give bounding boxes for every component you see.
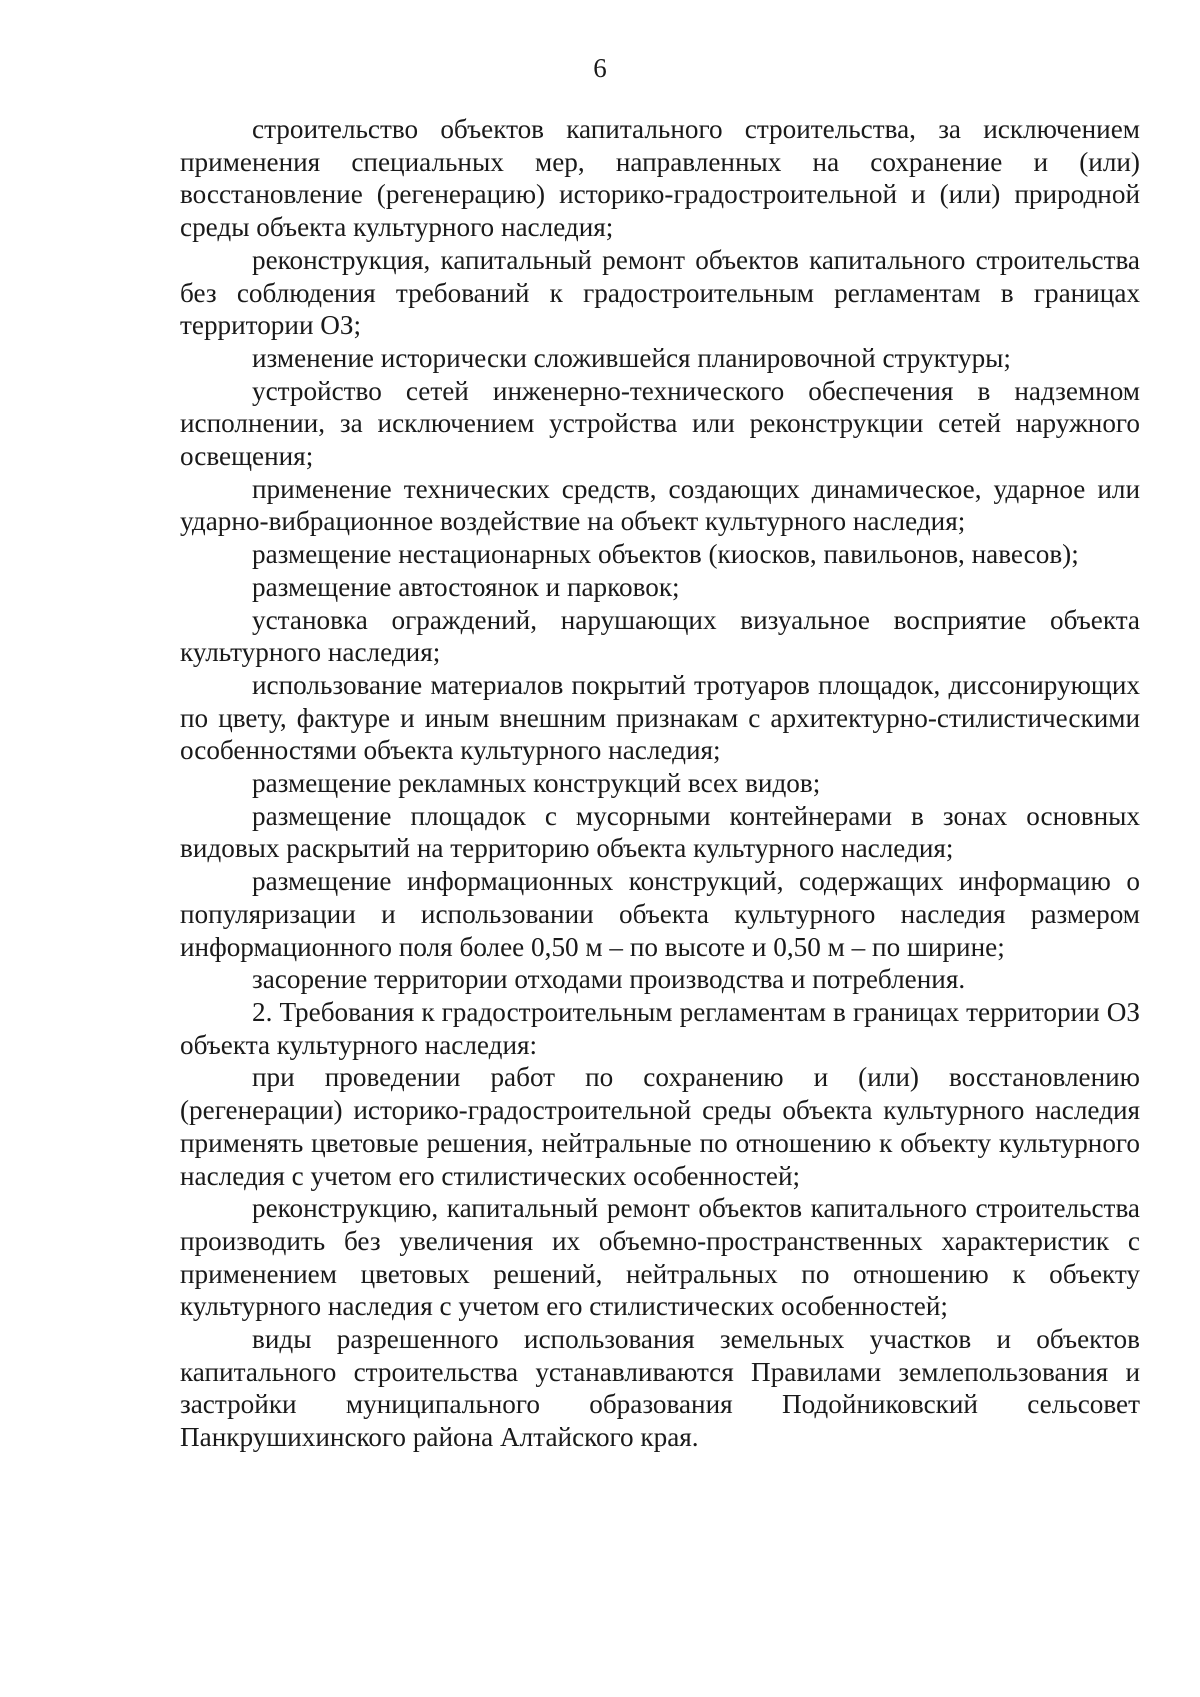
paragraph: изменение исторически сложившейся планировочной структуры;	[252, 342, 1011, 373]
paragraph: строительство объектов капитального строительства, за исключением применения специальных мер, направленных на сохранение и (или) восстановление (регенерацию) историко-градостроительной и (или) природной среды объекта культурного наследия;	[180, 114, 1140, 243]
page-number: 6	[593, 53, 607, 83]
paragraph: при проведении работ по сохранению и (или) восстановлению (регенерации) историко-градостроительной среды объекта культурного наследия применять цветовые решения, нейтральные по отношению к объекту культурного наследия с учетом его стилистических особенностей;	[180, 1062, 1140, 1191]
paragraph: размещение нестационарных объектов (киосков, павильонов, навесов);	[252, 539, 1079, 570]
paragraph: размещение автостоянок и парковок;	[252, 571, 680, 602]
section-heading-paragraph: 2. Требования к градостроительным регламентам в границах территории ОЗ объекта культурного наследия:	[180, 996, 1140, 1060]
paragraph: засорение территории отходами производства и потребления.	[252, 964, 966, 995]
paragraph: использование материалов покрытий тротуаров площадок, диссонирующих по цвету, фактуре и иным внешним признакам с архитектурно-стилистическими особенностями объекта культурного наследия;	[180, 669, 1140, 766]
paragraph: устройство сетей инженерно-технического обеспечения в надземном исполнении, за исключением устройства или реконструкции сетей наружного освещения;	[180, 375, 1140, 472]
paragraph: реконструкцию, капитальный ремонт объектов капитального строительства производить без увеличения их объемно-пространственных характеристик с применением цветовых решений, нейтральных по отношению к объекту культурного наследия с учетом его стилистических особенностей;	[180, 1193, 1140, 1322]
document-body	[180, 113, 1140, 1454]
paragraph: виды разрешенного использования земельных участков и объектов капитального строительства устанавливаются Правилами землепользования и застройки муниципального образования Подойниковский сельсовет Панкрушихинского района Алтайского края.	[180, 1324, 1140, 1453]
paragraph: установка ограждений, нарушающих визуальное восприятие объекта культурного наследия;	[180, 604, 1140, 668]
paragraph: реконструкция, капитальный ремонт объектов капитального строительства без соблюдения требований к градостроительным регламентам в границах территории ОЗ;	[180, 244, 1140, 341]
paragraph: применение технических средств, создающих динамическое, ударное или ударно-вибрационное воздействие на объект культурного наследия;	[180, 473, 1140, 537]
paragraph: размещение площадок с мусорными контейнерами в зонах основных видовых раскрытий на территорию объекта культурного наследия;	[180, 800, 1140, 864]
paragraph: размещение рекламных конструкций всех видов;	[252, 768, 821, 799]
paragraph: размещение информационных конструкций, содержащих информацию о популяризации и использовании объекта культурного наследия размером информационного поля более 0,50 м – по высоте и 0,50 м – по ширине;	[180, 866, 1140, 962]
